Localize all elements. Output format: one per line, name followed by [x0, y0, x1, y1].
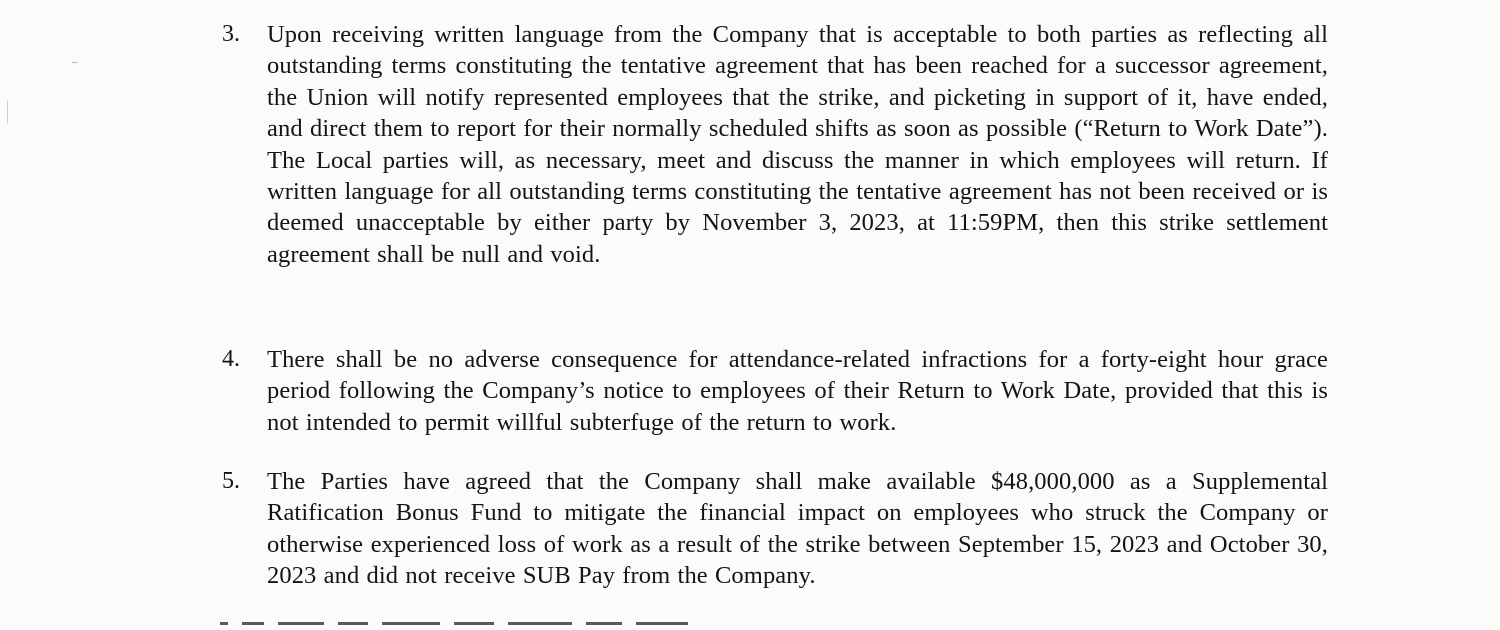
list-item — [218, 19, 1328, 270]
item-text: Upon receiving written language from the Company that is acceptable to both parties as reflecting all outstanding terms constituting the tentative agreement that has been reached for a successor agreement, the Union will notify represented employees that the strike, and picketing in support of it, have ended, and direct them to report for their normally scheduled shifts as soon as possible (“Return to Work Date”). The Local parties will, as necessary, meet and discuss the manner in which employees will return. If written language for all outstanding terms constituting the tentative agreement has not been received or is deemed unacceptable by either party by November 3, 2023, at 11:59PM, then this strike settlement agreement shall be null and void. — [267, 21, 1328, 268]
item-number: 3. — [222, 21, 240, 47]
list-item — [218, 466, 1328, 592]
item-number: 4. — [222, 346, 240, 372]
item-text: The Parties have agreed that the Company shall make available $48,000,000 as a Supplemental Ratification Bonus Fund to mitigate the financial impact on employees who struck the Company or otherwise experienced loss of work as a result of the strike between September 15, 2023 and October 30, 2023 and did not receive SUB Pay from the Company. — [267, 468, 1328, 590]
item-number: 5. — [222, 468, 240, 494]
margin-mark — [72, 62, 78, 63]
margin-mark — [7, 100, 8, 124]
cut-off-next-line — [220, 622, 820, 630]
item-text: There shall be no adverse consequence for attendance-related infractions for a forty-eight hour grace period following the Company’s notice to employees of their Return to Work Date, provided that this is not intended to permit willful subterfuge of the return to work. — [267, 346, 1328, 436]
list-item — [218, 344, 1328, 438]
